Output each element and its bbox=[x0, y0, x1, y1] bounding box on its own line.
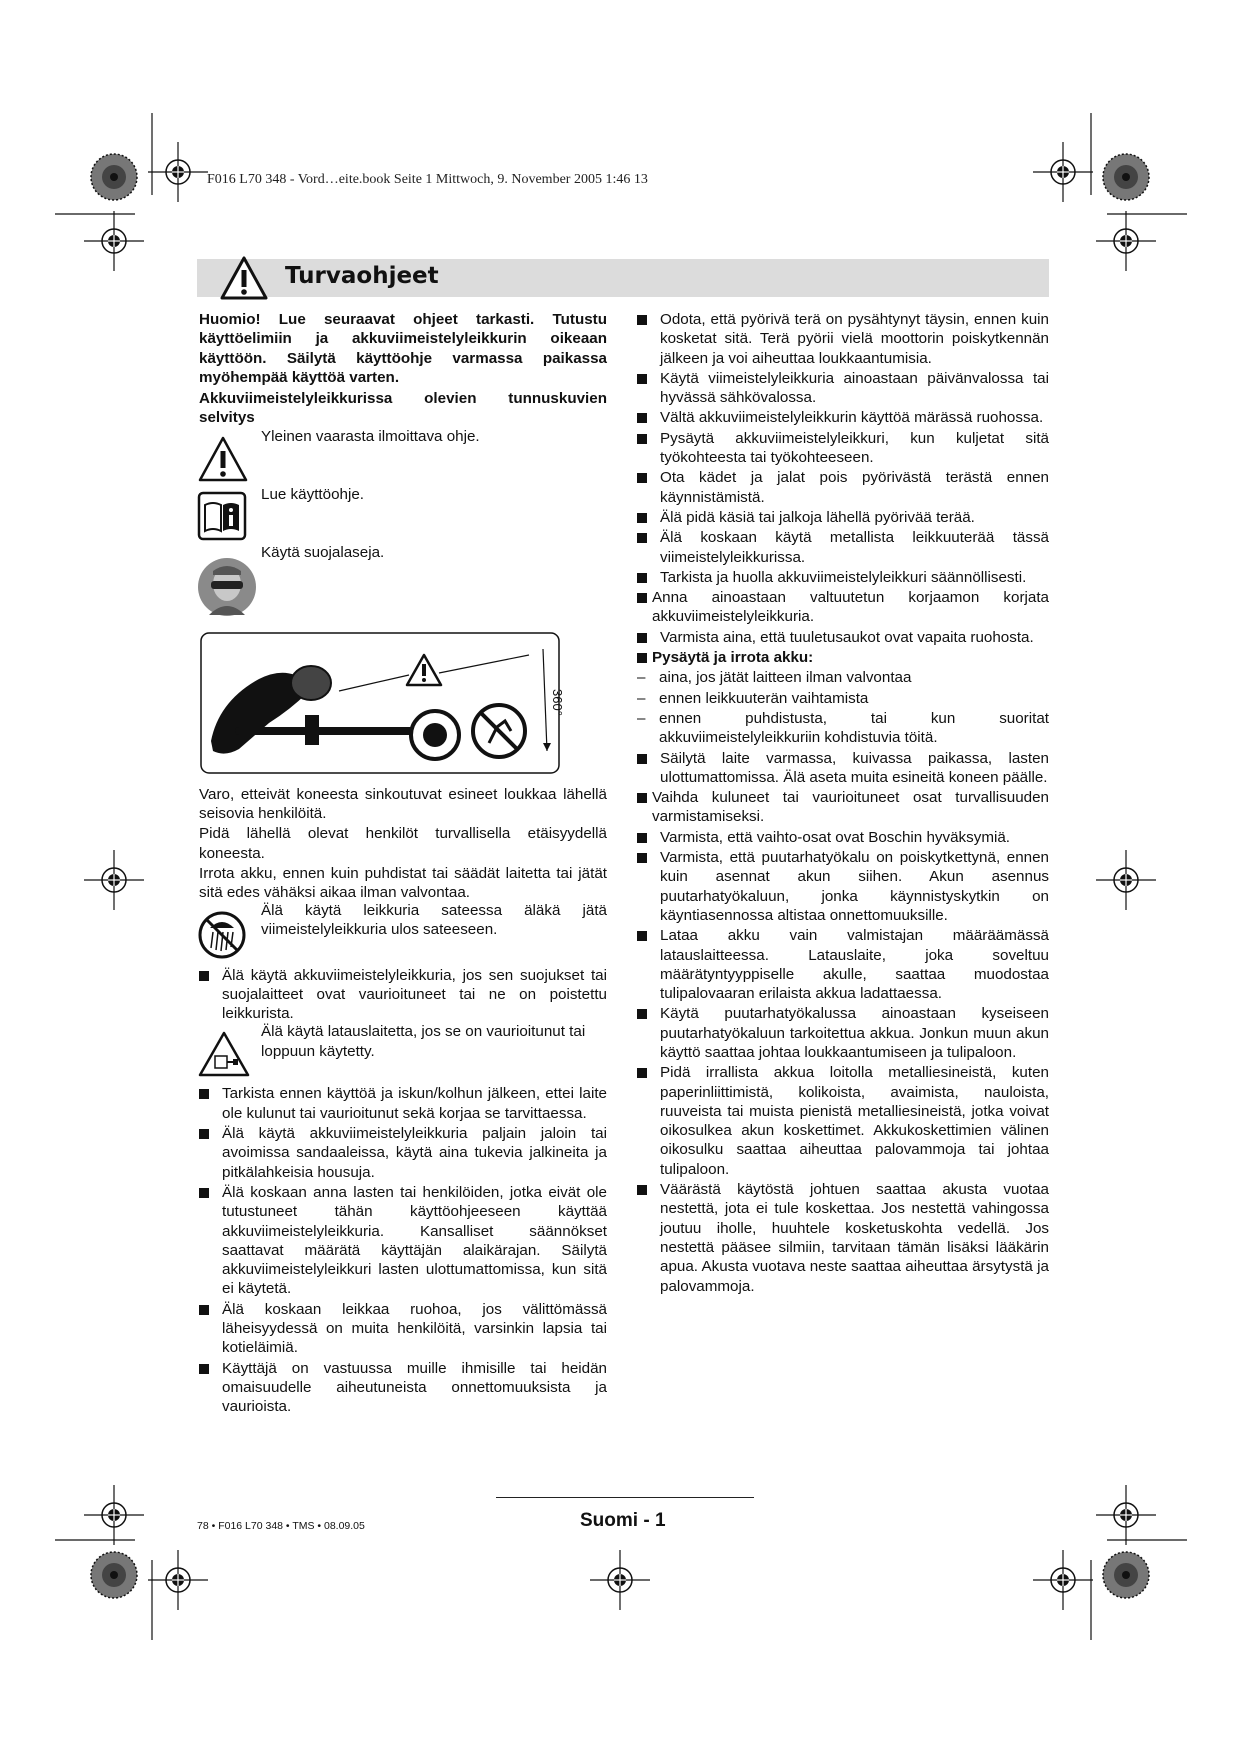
symbol-general-row bbox=[199, 429, 607, 487]
right-column bbox=[637, 310, 1049, 1297]
symbol-manual-row bbox=[199, 487, 607, 545]
right-dash-2: – ennen leikkuuterän vaihtamista bbox=[637, 689, 1049, 708]
right-dash-3: – ennen puhdistusta, tai kun suoritat akkuviimeistelyleikkuriin kohdistuvia töitä. bbox=[637, 709, 1049, 748]
right-bullet-12: Säilytä laite varmassa, kuivassa paikassa, lasten ulottumattomissa. Älä aseta muita esineitä koneen päälle. bbox=[637, 749, 1049, 788]
warning-triangle-icon bbox=[197, 435, 249, 483]
right-dash-1: – aina, jos jätät laitteen ilman valvontaa bbox=[637, 668, 1049, 687]
warning-icon bbox=[219, 255, 269, 301]
left-bullet-5: Älä koskaan leikkaa ruohoa, jos välittömässä läheisyydessä on muita henkilöitä, varsinkin lapsia tai kotieläimiä. bbox=[199, 1300, 607, 1358]
footer-rule bbox=[496, 1497, 754, 1498]
left-bullet-6: Käyttäjä on vastuussa muille ihmisille tai heidän omaisuudelle aiheutuneista onnettomuuksista ja vaurioista. bbox=[199, 1359, 607, 1417]
right-bullet-1: Odota, että pyörivä terä on pysähtynyt täysin, ennen kuin kosketat sitä. Terä pyörii vielä moottorin poiskytkennän jälkeen ja voi aiheuttaa loukkaantumisia. bbox=[637, 310, 1049, 368]
print-header: F016 L70 348 - Vord…eite.book Seite 1 Mittwoch, 9. November 2005 1:46 13 bbox=[207, 172, 648, 187]
thrown-objects-figure bbox=[199, 631, 571, 777]
footer-code: 78 • F016 L70 348 • TMS • 08.09.05 bbox=[197, 1520, 365, 1532]
right-bullet-9: Anna ainoastaan valtuutetun korjaamon korjata akkuviimeistelyleikkuria. bbox=[637, 588, 1049, 627]
symbol-manual-text: Lue käyttöohje. bbox=[261, 485, 365, 503]
right-bullet-17: Käytä puutarhatyökalussa ainoastaan kyseiseen puutarhatyökaluun tarkoitettua akkua. Jonkun muun akun käyttö saattaa johtaa loukkaantumiseen ja tulipaloon. bbox=[637, 1004, 1049, 1062]
right-bullet-6: Älä pidä käsiä tai jalkoja lähellä pyörivää terää. bbox=[637, 508, 1049, 527]
trimmer-handle bbox=[305, 715, 319, 745]
left-bullet-1: Älä käytä akkuviimeistelyleikkuria, jos sen suojukset tai suojalaitteet ovat vaurioituneet tai ne on poistettu leikkurista. bbox=[199, 966, 607, 1024]
right-bullet-19: Väärästä käytöstä johtuen saattaa akusta vuotaa nestettä, jota ei tule koskettaa. Jos nestettä vahingossa joutuu iholle, huuhtele kosketuskohta vedellä. Jos nestettä pääsee silmiin, tarvitaan tämän lisäksi lääkärin apua. Akusta vuotava neste saattaa aiheuttaa ärsytystä ja palovammoja. bbox=[637, 1180, 1049, 1296]
right-bullet-3: Vältä akkuviimeistelyleikkurin käyttöä märässä ruohossa. bbox=[637, 408, 1049, 427]
operator-head bbox=[291, 666, 331, 700]
intro-text: Huomio! Lue seuraavat ohjeet tarkasti. Tutustu käyttöelimiin ja akkuviimeistelyleikkurin oikeaan käyttöön. Säilytä käyttöohje varmassa paikassa myöhempää käyttöä varten. bbox=[199, 311, 607, 386]
right-bullet-4: Pysäytä akkuviimeistelyleikkuri, kun kuljetat sitä työkohteesta tai työkohteeseen. bbox=[637, 429, 1049, 468]
left-bullet-2: Tarkista ennen käyttöä ja iskun/kolhun jälkeen, ettei laite ole kulunut tai vaurioitunut sekä korjaa se tarvittaessa. bbox=[199, 1084, 607, 1123]
left-column bbox=[199, 310, 607, 1418]
right-bullet-16: Lataa akku vain valmistajan määräämässä latauslaitteessa. Latauslaite, joka soveltuu määrätyntyyppiselle akulle, saattaa muodostaa tulipalovaaran erilaista akkua ladattaessa. bbox=[637, 926, 1049, 1003]
figure-angle-label: 360° bbox=[550, 688, 565, 716]
right-bullet-13: Vaihda kuluneet tai vaurioituneet osat turvallisuuden varmistamiseksi. bbox=[637, 788, 1049, 827]
symbol-rain-text: Älä käytä leikkuria sateessa äläkä jätä viimeistelyleikkuria ulos sateeseen. bbox=[261, 901, 607, 938]
left-bullet-4: Älä koskaan anna lasten tai henkilöiden, jotka eivät ole tutustuneet tähän käyttöohjeeseen käyttää akkuviimeistelyleikkuria. Kansalliset säännökset saattavat määrätä käyttäjän alaikärajan. Säilytä akkuviimeistelyleikkuri lasten ulottumattomissa, kun sitä ei käytetä. bbox=[199, 1183, 607, 1299]
right-bullet-5: Ota kädet ja jalat pois pyörivästä terästä ennen käynnistämistä. bbox=[637, 468, 1049, 507]
symbol-general-text: Yleinen vaarasta ilmoittava ohje. bbox=[261, 427, 480, 445]
right-bullet-2: Käytä viimeistelyleikkuria ainoastaan päivänvalossa tai hyvässä sähkövalossa. bbox=[637, 369, 1049, 408]
symbols-heading: Akkuviimeistelyleikkurissa olevien tunnuskuvien selvitys bbox=[199, 390, 607, 427]
read-manual-icon bbox=[197, 491, 247, 541]
symbol-glasses-row bbox=[199, 545, 607, 631]
page-title: Turvaohjeet bbox=[285, 263, 439, 289]
bystander-warning: Varo, etteivät koneesta sinkoutuvat esineet loukkaa lähellä seisovia henkilöitä. bbox=[199, 785, 607, 823]
right-bullet-10: Varmista aina, että tuuletusaukot ovat vapaita ruohosta. bbox=[637, 628, 1049, 647]
right-bullet-18: Pidä irrallista akkua loitolla metalliesineistä, kuten paperinliittimistä, kolikoista, avaimista, nauloista, ruuveista tai muista pienistä metalliesineistä, jotka voivat oikosulkea akun koskettimet. Akkukoskettimien välinen oikosulku saattaa aiheuttaa palovammoja tai johtaa tulipaloon. bbox=[637, 1063, 1049, 1179]
section-title-bar bbox=[197, 259, 1049, 297]
symbol-charger-row bbox=[199, 1024, 607, 1084]
right-bullet-7: Älä koskaan käytä metallista leikkuuterää tässä viimeistelyleikkurissa. bbox=[637, 528, 1049, 567]
safety-glasses-icon bbox=[197, 557, 257, 617]
right-bullet-14: Varmista, että vaihto-osat ovat Boschin hyväksymiä. bbox=[637, 828, 1049, 847]
left-bullet-3: Älä käytä akkuviimeistelyleikkuria paljain jaloin tai avoimissa sandaaleissa, käytä aina tukevia jalkineita ja pitkälahkeisia housuja. bbox=[199, 1124, 607, 1182]
no-rain-icon bbox=[197, 910, 247, 960]
right-bullet-8: Tarkista ja huolla akkuviimeistelyleikkuri säännöllisesti. bbox=[637, 568, 1049, 587]
right-bullet-15: Varmista, että puutarhatyökalu on poiskytkettynä, ennen kuin asennat akun siihen. Akun asennus puutarhatyökaluun, jonka käynnistyskytkin on käyntiasennossa altistaa onnettomuuksille. bbox=[637, 848, 1049, 925]
charger-warning-icon bbox=[197, 1030, 251, 1078]
remove-battery-text: Irrota akku, ennen kuin puhdistat tai säädät laitetta tai jätät sitä edes vähäksi aikaa ilman valvontaa. bbox=[199, 864, 607, 902]
symbol-glasses-text: Käytä suojalaseja. bbox=[261, 543, 385, 561]
keep-distance-text: Pidä lähellä olevat henkilöt turvallisella etäisyydellä koneesta. bbox=[199, 825, 607, 862]
page-number: Suomi - 1 bbox=[580, 1510, 666, 1531]
symbol-rain-row bbox=[199, 901, 607, 962]
right-bullet-11: Pysäytä ja irrota akku: bbox=[637, 648, 1049, 667]
symbol-charger-text: Älä käytä latauslaitetta, jos se on vaurioitunut tai loppuun käytetty. bbox=[261, 1023, 586, 1060]
